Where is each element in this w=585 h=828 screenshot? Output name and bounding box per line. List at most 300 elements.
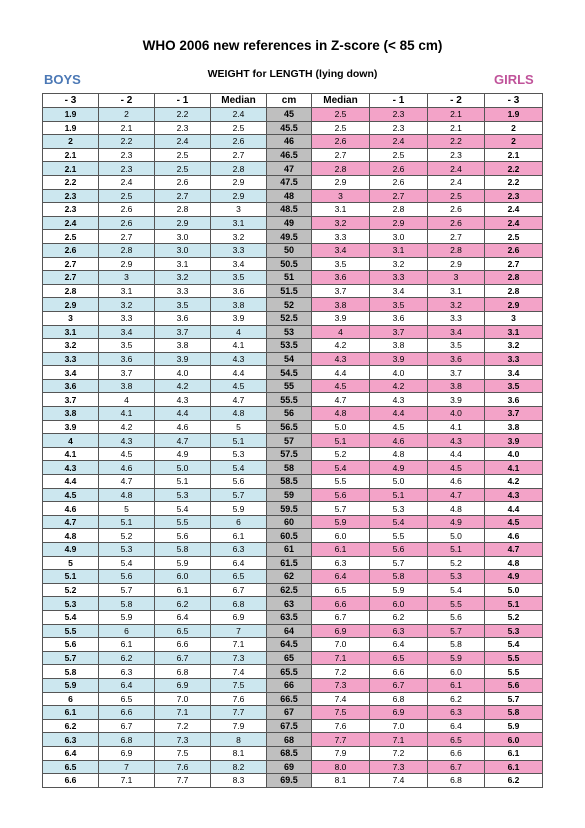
- length-cm-cell: 48.5: [267, 203, 312, 217]
- girls-minus2-cell: 5.1: [428, 543, 485, 557]
- length-cm-cell: 50: [267, 243, 312, 257]
- girls-minus1-cell: 5.0: [370, 475, 428, 489]
- girls-minus3-cell: 4.3: [485, 488, 543, 502]
- girls-minus1-cell: 6.0: [370, 597, 428, 611]
- table-row: [43, 352, 543, 366]
- girls-median-cell: 4.5: [312, 379, 370, 393]
- table-row: [43, 216, 543, 230]
- girls-minus2-cell: 5.4: [428, 583, 485, 597]
- boys-minus3-cell: 4.1: [43, 447, 99, 461]
- boys-minus3-cell: 2.1: [43, 148, 99, 162]
- girls-minus1-cell: 7.2: [370, 746, 428, 760]
- girls-median-cell: 3.6: [312, 271, 370, 285]
- girls-minus1-cell: 2.3: [370, 121, 428, 135]
- girls-minus3-cell: 2: [485, 121, 543, 135]
- girls-median-cell: 5.1: [312, 434, 370, 448]
- girls-minus1-cell: 5.7: [370, 556, 428, 570]
- boys-minus1-cell: 6.5: [155, 624, 211, 638]
- boys-median-cell: 4.7: [211, 393, 267, 407]
- girls-median-cell: 6.3: [312, 556, 370, 570]
- length-cm-cell: 59: [267, 488, 312, 502]
- girls-minus1-cell: 5.4: [370, 515, 428, 529]
- girls-minus1-cell: 4.4: [370, 407, 428, 421]
- girls-minus1-cell: 2.6: [370, 162, 428, 176]
- header-length-cm: cm: [267, 94, 312, 108]
- girls-median-cell: 6.1: [312, 543, 370, 557]
- boys-minus2-cell: 2.9: [99, 257, 155, 271]
- girls-minus3-cell: 3.9: [485, 434, 543, 448]
- boys-minus1-cell: 6.2: [155, 597, 211, 611]
- girls-minus2-cell: 2.6: [428, 203, 485, 217]
- table-row: [43, 706, 543, 720]
- girls-minus3-cell: 5.0: [485, 583, 543, 597]
- boys-median-cell: 2.7: [211, 148, 267, 162]
- girls-median-cell: 6.4: [312, 570, 370, 584]
- girls-median-cell: 3.5: [312, 257, 370, 271]
- girls-median-cell: 2.6: [312, 135, 370, 149]
- boys-minus1-cell: 2.7: [155, 189, 211, 203]
- header-girls-minus3: - 3: [485, 94, 543, 108]
- boys-minus2-cell: 3.7: [99, 366, 155, 380]
- boys-minus1-cell: 6.4: [155, 610, 211, 624]
- boys-minus1-cell: 3.5: [155, 298, 211, 312]
- boys-minus2-cell: 2: [99, 108, 155, 122]
- boys-minus3-cell: 2.6: [43, 243, 99, 257]
- girls-minus2-cell: 4.4: [428, 447, 485, 461]
- boys-minus2-cell: 2.3: [99, 162, 155, 176]
- girls-median-cell: 7.2: [312, 665, 370, 679]
- girls-minus3-cell: 5.7: [485, 692, 543, 706]
- girls-minus2-cell: 6.2: [428, 692, 485, 706]
- girls-minus2-cell: 2.1: [428, 108, 485, 122]
- boys-minus1-cell: 7.1: [155, 706, 211, 720]
- girls-minus3-cell: 3.7: [485, 407, 543, 421]
- length-cm-cell: 49: [267, 216, 312, 230]
- girls-minus3-cell: 4.9: [485, 570, 543, 584]
- girls-median-cell: 3.2: [312, 216, 370, 230]
- girls-minus3-cell: 2.4: [485, 203, 543, 217]
- girls-minus1-cell: 6.5: [370, 651, 428, 665]
- girls-minus3-cell: 6.2: [485, 774, 543, 788]
- girls-median-cell: 5.9: [312, 515, 370, 529]
- girls-minus1-cell: 5.9: [370, 583, 428, 597]
- boys-median-cell: 4.5: [211, 379, 267, 393]
- boys-minus1-cell: 7.2: [155, 719, 211, 733]
- girls-minus1-cell: 3.5: [370, 298, 428, 312]
- table-row: [43, 678, 543, 692]
- table-row: [43, 461, 543, 475]
- boys-minus2-cell: 6.1: [99, 638, 155, 652]
- girls-minus1-cell: 2.5: [370, 148, 428, 162]
- girls-minus2-cell: 6.8: [428, 774, 485, 788]
- girls-minus3-cell: 4.0: [485, 447, 543, 461]
- girls-minus2-cell: 6.5: [428, 733, 485, 747]
- header-girls-minus1: - 1: [370, 94, 428, 108]
- girls-minus1-cell: 3.0: [370, 230, 428, 244]
- girls-median-cell: 4.2: [312, 339, 370, 353]
- length-cm-cell: 47.5: [267, 175, 312, 189]
- boys-minus2-cell: 6.4: [99, 678, 155, 692]
- boys-minus1-cell: 2.8: [155, 203, 211, 217]
- boys-minus2-cell: 5.6: [99, 570, 155, 584]
- table-row: [43, 108, 543, 122]
- boys-minus2-cell: 5.7: [99, 583, 155, 597]
- length-cm-cell: 58.5: [267, 475, 312, 489]
- girls-median-cell: 7.0: [312, 638, 370, 652]
- girls-minus3-cell: 3.1: [485, 325, 543, 339]
- girls-minus3-cell: 6.1: [485, 760, 543, 774]
- boys-minus3-cell: 5.7: [43, 651, 99, 665]
- length-cm-cell: 66: [267, 678, 312, 692]
- boys-minus3-cell: 4.4: [43, 475, 99, 489]
- girls-median-cell: 5.0: [312, 420, 370, 434]
- girls-median-cell: 2.9: [312, 175, 370, 189]
- length-cm-cell: 68.5: [267, 746, 312, 760]
- boys-minus2-cell: 6.2: [99, 651, 155, 665]
- girls-minus3-cell: 2.2: [485, 162, 543, 176]
- length-cm-cell: 57: [267, 434, 312, 448]
- girls-minus1-cell: 6.7: [370, 678, 428, 692]
- girls-minus3-cell: 2.1: [485, 148, 543, 162]
- girls-minus2-cell: 4.1: [428, 420, 485, 434]
- girls-minus1-cell: 4.0: [370, 366, 428, 380]
- boys-minus3-cell: 2.3: [43, 189, 99, 203]
- boys-minus3-cell: 5.5: [43, 624, 99, 638]
- boys-median-cell: 4: [211, 325, 267, 339]
- length-cm-cell: 67: [267, 706, 312, 720]
- boys-minus1-cell: 3.8: [155, 339, 211, 353]
- length-cm-cell: 60.5: [267, 529, 312, 543]
- table-row: [43, 298, 543, 312]
- table-row: [43, 434, 543, 448]
- girls-minus2-cell: 6.4: [428, 719, 485, 733]
- boys-minus2-cell: 4.1: [99, 407, 155, 421]
- length-cm-cell: 55.5: [267, 393, 312, 407]
- header-boys-median: Median: [211, 94, 267, 108]
- girls-median-cell: 3.3: [312, 230, 370, 244]
- girls-median-cell: 3.4: [312, 243, 370, 257]
- girls-minus2-cell: 2.5: [428, 189, 485, 203]
- boys-minus3-cell: 6.5: [43, 760, 99, 774]
- header-boys-minus2: - 2: [99, 94, 155, 108]
- girls-minus2-cell: 6.1: [428, 678, 485, 692]
- boys-median-cell: 3.3: [211, 243, 267, 257]
- boys-minus3-cell: 4.3: [43, 461, 99, 475]
- boys-minus1-cell: 3.3: [155, 284, 211, 298]
- girls-minus1-cell: 2.4: [370, 135, 428, 149]
- length-cm-cell: 45: [267, 108, 312, 122]
- girls-minus1-cell: 5.5: [370, 529, 428, 543]
- boys-minus1-cell: 4.6: [155, 420, 211, 434]
- boys-minus1-cell: 3.9: [155, 352, 211, 366]
- girls-minus1-cell: 3.8: [370, 339, 428, 353]
- girls-minus2-cell: 3.6: [428, 352, 485, 366]
- length-cm-cell: 62.5: [267, 583, 312, 597]
- boys-minus1-cell: 2.2: [155, 108, 211, 122]
- girls-minus1-cell: 5.8: [370, 570, 428, 584]
- boys-minus1-cell: 3.0: [155, 243, 211, 257]
- girls-minus3-cell: 5.6: [485, 678, 543, 692]
- girls-minus3-cell: 2.3: [485, 189, 543, 203]
- boys-minus2-cell: 4.3: [99, 434, 155, 448]
- boys-minus3-cell: 5.6: [43, 638, 99, 652]
- boys-minus3-cell: 4: [43, 434, 99, 448]
- boys-minus3-cell: 5: [43, 556, 99, 570]
- boys-median-cell: 5.9: [211, 502, 267, 516]
- boys-minus1-cell: 3.1: [155, 257, 211, 271]
- length-cm-cell: 52: [267, 298, 312, 312]
- boys-minus3-cell: 5.8: [43, 665, 99, 679]
- girls-minus3-cell: 3: [485, 311, 543, 325]
- girls-median-cell: 3.7: [312, 284, 370, 298]
- boys-median-cell: 3: [211, 203, 267, 217]
- table-row: [43, 243, 543, 257]
- girls-minus2-cell: 3.9: [428, 393, 485, 407]
- girls-minus2-cell: 3.7: [428, 366, 485, 380]
- girls-median-cell: 6.5: [312, 583, 370, 597]
- girls-minus3-cell: 6.0: [485, 733, 543, 747]
- boys-minus2-cell: 6: [99, 624, 155, 638]
- table-row: [43, 379, 543, 393]
- boys-minus3-cell: 5.1: [43, 570, 99, 584]
- boys-minus3-cell: 5.2: [43, 583, 99, 597]
- boys-median-cell: 6.4: [211, 556, 267, 570]
- boys-minus2-cell: 3.5: [99, 339, 155, 353]
- boys-minus3-cell: 4.5: [43, 488, 99, 502]
- girls-minus2-cell: 2.4: [428, 162, 485, 176]
- table-row: [43, 570, 543, 584]
- table-row: [43, 257, 543, 271]
- boys-minus2-cell: 5.9: [99, 610, 155, 624]
- boys-minus3-cell: 2.2: [43, 175, 99, 189]
- boys-minus3-cell: 6.2: [43, 719, 99, 733]
- table-row: [43, 311, 543, 325]
- girls-minus3-cell: 3.4: [485, 366, 543, 380]
- boys-minus2-cell: 3.8: [99, 379, 155, 393]
- girls-minus2-cell: 5.0: [428, 529, 485, 543]
- boys-minus1-cell: 7.6: [155, 760, 211, 774]
- girls-minus1-cell: 2.9: [370, 216, 428, 230]
- girls-median-cell: 5.5: [312, 475, 370, 489]
- header-boys-minus3: - 3: [43, 94, 99, 108]
- boys-minus1-cell: 3.7: [155, 325, 211, 339]
- girls-median-cell: 3.9: [312, 311, 370, 325]
- length-cm-cell: 64.5: [267, 638, 312, 652]
- girls-median-cell: 4.3: [312, 352, 370, 366]
- boys-median-cell: 5.4: [211, 461, 267, 475]
- boys-minus2-cell: 4.2: [99, 420, 155, 434]
- girls-minus1-cell: 6.9: [370, 706, 428, 720]
- boys-median-cell: 8: [211, 733, 267, 747]
- girls-median-cell: 7.4: [312, 692, 370, 706]
- boys-minus2-cell: 2.5: [99, 189, 155, 203]
- girls-minus3-cell: 5.1: [485, 597, 543, 611]
- girls-minus2-cell: 6.3: [428, 706, 485, 720]
- girls-minus1-cell: 3.2: [370, 257, 428, 271]
- girls-minus2-cell: 2.6: [428, 216, 485, 230]
- table-row: [43, 488, 543, 502]
- girls-minus2-cell: 4.5: [428, 461, 485, 475]
- boys-minus3-cell: 2.3: [43, 203, 99, 217]
- page-title: WHO 2006 new references in Z-score (< 85 cm): [142, 38, 443, 53]
- girls-median-cell: 2.5: [312, 108, 370, 122]
- length-cm-cell: 46.5: [267, 148, 312, 162]
- girls-median-cell: 6.7: [312, 610, 370, 624]
- girls-minus2-cell: 5.8: [428, 638, 485, 652]
- boys-minus2-cell: 2.3: [99, 148, 155, 162]
- length-cm-cell: 60: [267, 515, 312, 529]
- boys-median-cell: 5.3: [211, 447, 267, 461]
- length-cm-cell: 53.5: [267, 339, 312, 353]
- boys-minus1-cell: 6.0: [155, 570, 211, 584]
- header-boys-minus1: - 1: [155, 94, 211, 108]
- girls-minus2-cell: 6.6: [428, 746, 485, 760]
- length-cm-cell: 67.5: [267, 719, 312, 733]
- boys-median-cell: 8.1: [211, 746, 267, 760]
- boys-minus1-cell: 7.0: [155, 692, 211, 706]
- table-row: [43, 638, 543, 652]
- girls-minus2-cell: 5.7: [428, 624, 485, 638]
- table-row: [43, 719, 543, 733]
- girls-minus3-cell: 3.6: [485, 393, 543, 407]
- boys-minus2-cell: 2.2: [99, 135, 155, 149]
- girls-minus2-cell: 5.6: [428, 610, 485, 624]
- boys-minus3-cell: 3: [43, 311, 99, 325]
- boys-minus1-cell: 5.5: [155, 515, 211, 529]
- boys-median-cell: 5.1: [211, 434, 267, 448]
- girls-minus2-cell: 3.5: [428, 339, 485, 353]
- girls-minus2-cell: 5.5: [428, 597, 485, 611]
- girls-median-cell: 7.1: [312, 651, 370, 665]
- girls-minus1-cell: 7.1: [370, 733, 428, 747]
- length-cm-cell: 50.5: [267, 257, 312, 271]
- girls-minus2-cell: 3: [428, 271, 485, 285]
- boys-median-cell: 6.8: [211, 597, 267, 611]
- girls-minus3-cell: 4.4: [485, 502, 543, 516]
- boys-minus1-cell: 6.6: [155, 638, 211, 652]
- length-cm-cell: 69.5: [267, 774, 312, 788]
- table-row: [43, 760, 543, 774]
- boys-minus2-cell: 6.9: [99, 746, 155, 760]
- girls-median-cell: 7.5: [312, 706, 370, 720]
- boys-median-cell: 2.6: [211, 135, 267, 149]
- length-cm-cell: 51: [267, 271, 312, 285]
- girls-minus2-cell: 4.8: [428, 502, 485, 516]
- boys-minus3-cell: 6.4: [43, 746, 99, 760]
- girls-minus1-cell: 5.6: [370, 543, 428, 557]
- boys-median-cell: 5: [211, 420, 267, 434]
- boys-median-cell: 3.8: [211, 298, 267, 312]
- boys-median-cell: 7.4: [211, 665, 267, 679]
- girls-median-cell: 7.9: [312, 746, 370, 760]
- table-row: [43, 189, 543, 203]
- length-cm-cell: 68: [267, 733, 312, 747]
- girls-minus1-cell: 3.1: [370, 243, 428, 257]
- boys-minus1-cell: 4.0: [155, 366, 211, 380]
- boys-median-cell: 7.3: [211, 651, 267, 665]
- boys-minus3-cell: 3.7: [43, 393, 99, 407]
- boys-median-cell: 5.7: [211, 488, 267, 502]
- girls-minus3-cell: 5.9: [485, 719, 543, 733]
- boys-minus1-cell: 2.5: [155, 162, 211, 176]
- girls-label: GIRLS: [494, 72, 534, 87]
- girls-median-cell: 2.8: [312, 162, 370, 176]
- boys-minus2-cell: 2.7: [99, 230, 155, 244]
- girls-median-cell: 4.8: [312, 407, 370, 421]
- girls-median-cell: 2.7: [312, 148, 370, 162]
- girls-minus3-cell: 4.7: [485, 543, 543, 557]
- boys-median-cell: 3.2: [211, 230, 267, 244]
- boys-minus2-cell: 3.3: [99, 311, 155, 325]
- boys-minus1-cell: 5.0: [155, 461, 211, 475]
- girls-minus1-cell: 2.8: [370, 203, 428, 217]
- table-row: [43, 284, 543, 298]
- boys-minus1-cell: 6.9: [155, 678, 211, 692]
- girls-median-cell: 3.1: [312, 203, 370, 217]
- table-row: [43, 651, 543, 665]
- girls-minus3-cell: 5.8: [485, 706, 543, 720]
- girls-minus1-cell: 7.3: [370, 760, 428, 774]
- boys-minus2-cell: 6.3: [99, 665, 155, 679]
- boys-minus3-cell: 3.4: [43, 366, 99, 380]
- girls-minus3-cell: 5.4: [485, 638, 543, 652]
- girls-minus1-cell: 4.3: [370, 393, 428, 407]
- boys-median-cell: 8.2: [211, 760, 267, 774]
- girls-median-cell: 4: [312, 325, 370, 339]
- boys-median-cell: 6.5: [211, 570, 267, 584]
- girls-median-cell: 4.4: [312, 366, 370, 380]
- boys-median-cell: 8.3: [211, 774, 267, 788]
- table-row: [43, 148, 543, 162]
- girls-minus1-cell: 6.4: [370, 638, 428, 652]
- boys-median-cell: 3.5: [211, 271, 267, 285]
- boys-minus2-cell: 2.6: [99, 203, 155, 217]
- girls-median-cell: 6.0: [312, 529, 370, 543]
- table-row: [43, 271, 543, 285]
- boys-median-cell: 7.7: [211, 706, 267, 720]
- boys-minus2-cell: 3.6: [99, 352, 155, 366]
- boys-median-cell: 3.4: [211, 257, 267, 271]
- boys-median-cell: 6: [211, 515, 267, 529]
- boys-minus3-cell: 2.8: [43, 284, 99, 298]
- girls-median-cell: 3.8: [312, 298, 370, 312]
- girls-minus3-cell: 2.4: [485, 216, 543, 230]
- table-row: [43, 175, 543, 189]
- length-cm-cell: 69: [267, 760, 312, 774]
- length-cm-cell: 57.5: [267, 447, 312, 461]
- girls-median-cell: 8.0: [312, 760, 370, 774]
- length-cm-cell: 63.5: [267, 610, 312, 624]
- girls-minus2-cell: 2.3: [428, 148, 485, 162]
- girls-minus2-cell: 3.4: [428, 325, 485, 339]
- table-row: [43, 203, 543, 217]
- girls-minus1-cell: 4.6: [370, 434, 428, 448]
- girls-minus2-cell: 2.7: [428, 230, 485, 244]
- boys-minus3-cell: 2.5: [43, 230, 99, 244]
- girls-minus2-cell: 4.9: [428, 515, 485, 529]
- boys-median-cell: 7.5: [211, 678, 267, 692]
- boys-minus3-cell: 1.9: [43, 121, 99, 135]
- girls-minus2-cell: 5.9: [428, 651, 485, 665]
- girls-median-cell: 8.1: [312, 774, 370, 788]
- length-cm-cell: 47: [267, 162, 312, 176]
- length-cm-cell: 65.5: [267, 665, 312, 679]
- boys-minus2-cell: 6.8: [99, 733, 155, 747]
- table-row: [43, 515, 543, 529]
- boys-minus1-cell: 6.7: [155, 651, 211, 665]
- boys-minus3-cell: 4.9: [43, 543, 99, 557]
- boys-minus3-cell: 3.3: [43, 352, 99, 366]
